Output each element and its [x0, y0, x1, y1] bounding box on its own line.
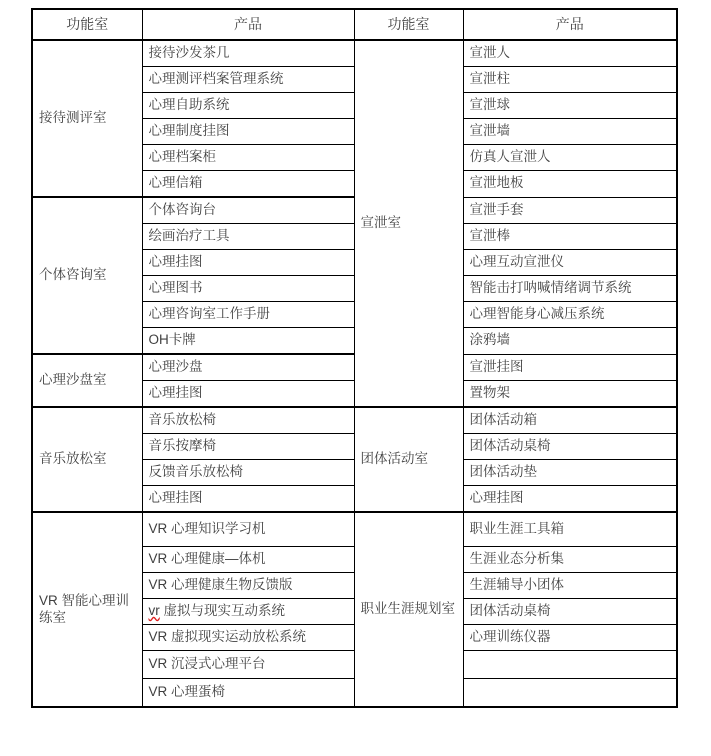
product-cell: VR 心理知识学习机: [142, 512, 354, 547]
spell-error-token: vr: [148, 603, 160, 619]
product-cell: 心理挂图: [142, 486, 354, 513]
column-header-product-left: 产品: [142, 9, 354, 40]
functional-room-product-table: [31, 8, 678, 708]
product-cell: 心理咨询室工作手册: [142, 302, 354, 328]
product-cell: 宣泄地板: [463, 171, 677, 198]
product-cell: 团体活动桌椅: [463, 434, 677, 460]
column-header-room-right: 功能室: [354, 9, 463, 40]
table-row: [32, 512, 677, 547]
product-cell: 心理训练仪器: [463, 625, 677, 651]
product-cell: VR 心理健康生物反馈版: [142, 573, 354, 599]
table-row: [32, 407, 677, 434]
product-cell: 心理沙盘: [142, 354, 354, 381]
product-cell: 心理测评档案管理系统: [142, 67, 354, 93]
product-cell: 宣泄球: [463, 93, 677, 119]
product-cell: 仿真人宣泄人: [463, 145, 677, 171]
column-header-product-right: 产品: [463, 9, 677, 40]
product-cell: 心理图书: [142, 276, 354, 302]
product-cell: vr 虚拟与现实互动系统: [142, 599, 354, 625]
product-cell: 智能击打呐喊情绪调节系统: [463, 276, 677, 302]
room-name-cell: 团体活动室: [354, 407, 463, 512]
product-cell: 置物架: [463, 381, 677, 408]
product-cell: 宣泄挂图: [463, 354, 677, 381]
product-cell: 心理挂图: [463, 486, 677, 513]
product-cell: OH卡牌: [142, 328, 354, 355]
product-cell: 宣泄柱: [463, 67, 677, 93]
product-cell: 宣泄人: [463, 40, 677, 67]
product-cell: 心理智能身心减压系统: [463, 302, 677, 328]
product-cell: 心理挂图: [142, 250, 354, 276]
product-cell: VR 心理健康—体机: [142, 547, 354, 573]
product-cell: 涂鸦墙: [463, 328, 677, 355]
product-cell: VR 沉浸式心理平台: [142, 651, 354, 679]
product-cell: 心理自助系统: [142, 93, 354, 119]
room-name-cell: 音乐放松室: [32, 407, 142, 512]
room-name-cell: 宣泄室: [354, 40, 463, 407]
product-cell: 团体活动箱: [463, 407, 677, 434]
product-cell-empty: [463, 679, 677, 708]
product-cell: 心理档案柜: [142, 145, 354, 171]
table-header-row: [32, 9, 677, 40]
product-cell-empty: [463, 651, 677, 679]
product-cell: 心理互动宣泄仪: [463, 250, 677, 276]
room-name-cell: 心理沙盘室: [32, 354, 142, 407]
product-table-container: [31, 8, 676, 708]
table-head: [32, 9, 677, 40]
product-cell: 音乐放松椅: [142, 407, 354, 434]
product-cell: 心理制度挂图: [142, 119, 354, 145]
product-cell: 宣泄棒: [463, 224, 677, 250]
product-cell: VR 虚拟现实运动放松系统: [142, 625, 354, 651]
column-header-room-left: 功能室: [32, 9, 142, 40]
product-cell: 生涯业态分析集: [463, 547, 677, 573]
room-name-cell: VR 智能心理训练室: [32, 512, 142, 707]
product-cell: 团体活动桌椅: [463, 599, 677, 625]
product-cell: VR 心理蛋椅: [142, 679, 354, 708]
product-cell: 心理挂图: [142, 381, 354, 408]
room-name-cell: 接待测评室: [32, 40, 142, 197]
room-name-cell: 个体咨询室: [32, 197, 142, 354]
table-row: [32, 40, 677, 67]
room-name-cell: 职业生涯规划室: [354, 512, 463, 707]
product-cell: 职业生涯工具箱: [463, 512, 677, 547]
product-cell: 生涯辅导小团体: [463, 573, 677, 599]
product-cell: 团体活动垫: [463, 460, 677, 486]
table-body: [32, 40, 677, 707]
product-cell: 反馈音乐放松椅: [142, 460, 354, 486]
product-cell: 接待沙发茶几: [142, 40, 354, 67]
product-cell: 个体咨询台: [142, 197, 354, 224]
product-cell: 心理信箱: [142, 171, 354, 198]
product-cell: 绘画治疗工具: [142, 224, 354, 250]
product-cell: 宣泄墙: [463, 119, 677, 145]
product-cell: 音乐按摩椅: [142, 434, 354, 460]
product-cell: 宣泄手套: [463, 197, 677, 224]
